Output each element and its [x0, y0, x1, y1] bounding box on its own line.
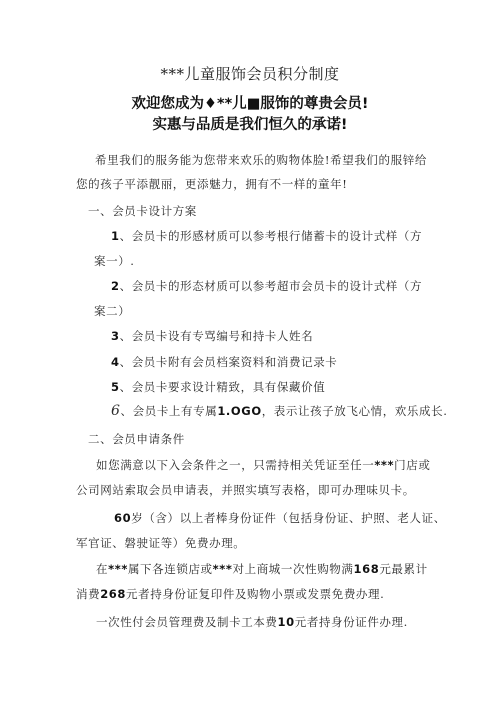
promise-subtitle: 实惠与品质是我们恒久的承诺! [152, 117, 348, 133]
item-text: ，表示让孩子放飞心情，欢乐成长. [261, 404, 448, 418]
item-number: 4 [111, 355, 120, 369]
condition-age-line-1 [114, 510, 446, 526]
logo-word: 1.OGO [217, 404, 262, 418]
item-number: 6 [111, 403, 121, 419]
condition-fee-line [96, 614, 408, 630]
item-text: 、会员卡要求设计精致，具有保藏价值 [119, 380, 326, 394]
text: 门店或 [394, 458, 431, 472]
item-number: 1 [111, 229, 120, 243]
welcome-subtitle: 欢迎您成为♦**儿■服饰的尊贵会员! [131, 96, 369, 112]
text: 消费 [76, 587, 101, 601]
condition-purchase-line-2 [76, 586, 384, 602]
item-text: 、会员卡附有会员档案资料和消费记录卡 [119, 355, 338, 369]
text: 元最累计 [379, 562, 428, 576]
stars: *** [212, 562, 233, 576]
stars: *** [108, 562, 128, 576]
fee-amount: 10 [277, 615, 295, 629]
card-design-item-6 [111, 403, 447, 419]
age-number: 60 [114, 511, 132, 525]
item-text: 、会员卡设有专骂编号和持卡人姓名 [119, 329, 314, 343]
card-design-item-2-cont: 案二） [94, 304, 131, 318]
text: 岁（含）以上者棒身份证件（包括身份证、护照、老人证、 [131, 511, 446, 525]
card-design-item-4 [111, 354, 337, 370]
amount: 168 [353, 562, 380, 576]
item-text: 、会员卡的形感材质可以参考根行储蓄卡的设计式样（方 [119, 229, 423, 243]
text: 属下各连锁店或 [127, 562, 213, 576]
condition-age-line-2: 军官证、磐驶证等）免费办理。 [76, 536, 246, 550]
text: 一次性付会员管理费及制卡工本费 [96, 615, 278, 629]
section-2-heading: 二、会员申请条件 [88, 432, 185, 446]
text: 如您满意以下入会条件之一，只需持相关凭证至任一 [96, 458, 375, 472]
stars: *** [374, 458, 395, 472]
card-design-item-1-cont: 案一）. [94, 254, 135, 268]
amount: 268 [100, 587, 127, 601]
text: 元者持身份证复印件及购物小票或发票免费办理. [126, 587, 385, 601]
card-design-item-5 [111, 379, 325, 395]
item-number: 3 [111, 329, 120, 343]
conditions-intro-line-1 [96, 457, 430, 473]
conditions-intro-line-2: 公司网站索取会员申请表，并照实填写表格，即可办理味贝卡。 [76, 483, 415, 497]
condition-purchase-line-1 [96, 561, 428, 577]
text: 对上商城一次性购物满 [232, 562, 354, 576]
item-text: 、会员卡上有专属 [120, 404, 218, 418]
card-design-item-2 [111, 278, 422, 294]
text: 在 [96, 562, 109, 576]
intro-line-2: 您的孩子平添靓丽，更添魅力，拥有不一样的童年! [76, 177, 348, 191]
section-1-heading: 一、会员卡设计方案 [88, 204, 197, 218]
card-design-item-3 [111, 328, 313, 344]
intro-line-1: 希里我们的服务能为您带来欢乐的购物体脸!希望我们的服锌给 [95, 153, 427, 167]
item-number: 5 [111, 380, 120, 394]
item-number: 2 [111, 279, 120, 293]
item-text: 、会员卡的形态材质可以参考超市会员卡的设计式样（方 [119, 279, 423, 293]
card-design-item-1 [111, 228, 422, 244]
document-title: ***儿童服饰会员积分制度 [160, 65, 340, 83]
text: 元者持身份证件办理. [294, 615, 408, 629]
